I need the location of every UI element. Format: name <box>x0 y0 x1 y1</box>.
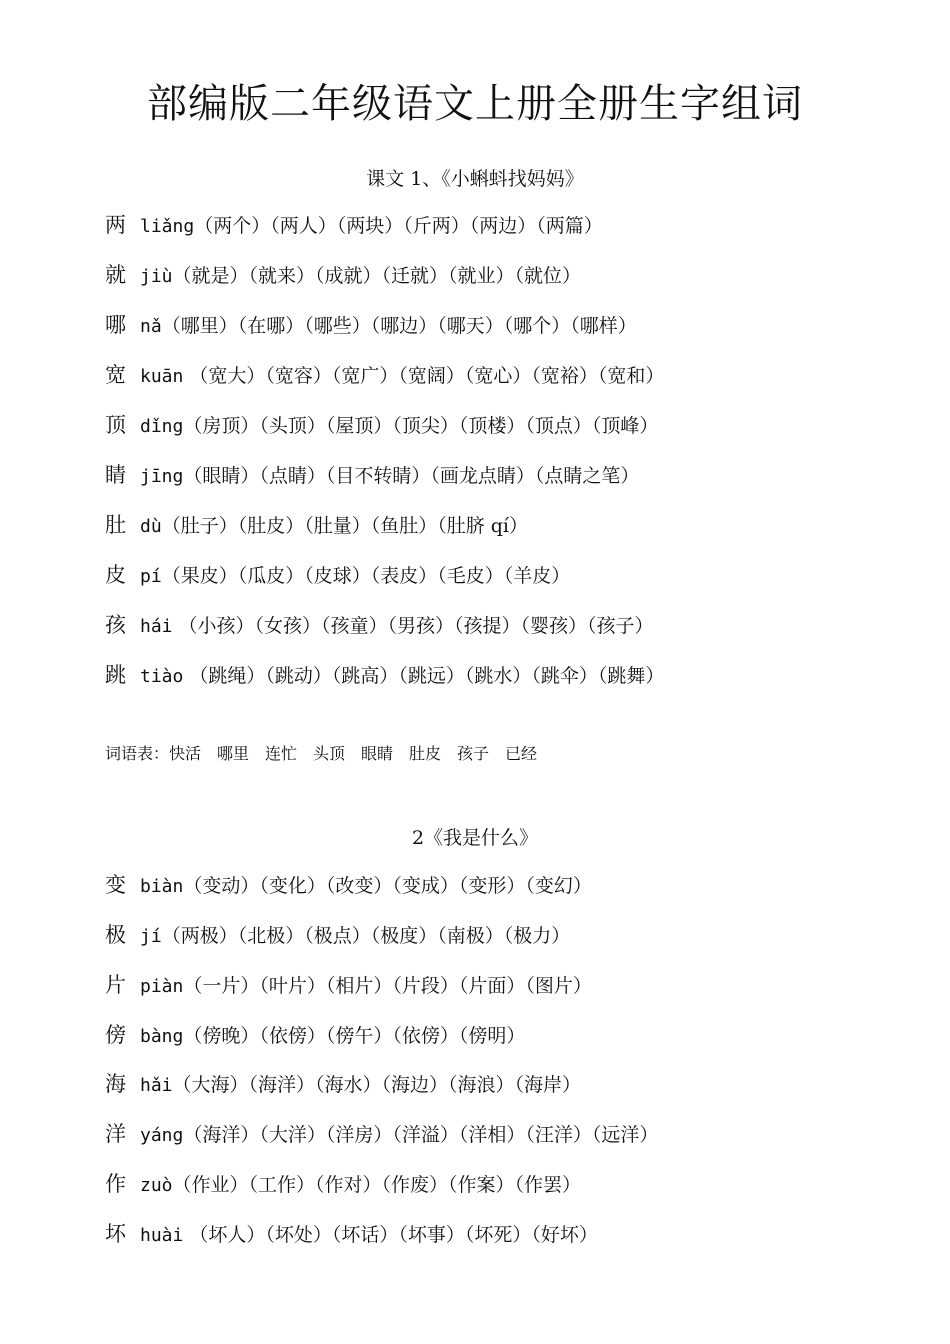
word-list: （房顶）（头顶）（屋顶）（顶尖）（顶楼）（顶点）（顶峰） <box>183 415 659 437</box>
pinyin: bàng <box>140 1026 184 1047</box>
word-list: （两个）（两人）（两块）（斤两）（两边）（两篇） <box>194 215 603 237</box>
character-row <box>105 309 637 341</box>
character-row <box>105 1019 525 1051</box>
character: 顶 <box>105 413 126 437</box>
pinyin: hái <box>140 616 173 637</box>
character: 洋 <box>105 1122 126 1146</box>
character: 跳 <box>105 663 126 687</box>
vocabulary-list: 词语表：快活 哪里 连忙 头顶 眼睛 肚皮 孩子 已经 <box>105 744 538 763</box>
pinyin: dǐng <box>140 416 184 437</box>
character: 皮 <box>105 563 126 587</box>
pinyin: hǎi <box>140 1075 173 1096</box>
pinyin: yáng <box>140 1125 184 1146</box>
pinyin: jí <box>140 926 162 947</box>
word-list: （宽大）（宽容）（宽广）（宽阔）（宽心）（宽裕）（宽和） <box>183 365 665 387</box>
word-list: （坏人）（坏处）（坏话）（坏事）（坏死）（好坏） <box>183 1224 598 1246</box>
character: 极 <box>105 923 126 947</box>
character: 片 <box>105 973 126 997</box>
character: 就 <box>105 263 126 287</box>
word-list: （两极）（北极）（极点）（极度）（南极）（极力） <box>161 925 571 947</box>
character: 睛 <box>105 463 126 487</box>
pinyin: biàn <box>140 876 184 897</box>
lesson-heading: 2《我是什么》 <box>411 827 539 849</box>
word-list: （变动）（变化）（改变）（变成）（变形）（变幻） <box>183 875 592 897</box>
word-list: （小孩）（女孩）（孩童）（男孩）（孩提）（婴孩）（孩子） <box>172 615 654 637</box>
pinyin: tiào <box>140 666 184 687</box>
word-list: （就是）（就来）（成就）（迁就）（就业）（就位） <box>172 265 582 287</box>
character-row <box>105 559 570 591</box>
character-row <box>105 869 592 901</box>
character-row <box>105 969 592 1001</box>
pinyin: dù <box>140 516 162 537</box>
character-row <box>105 259 581 291</box>
character-row <box>105 659 664 691</box>
pinyin: pí <box>140 566 162 587</box>
character: 坏 <box>105 1222 126 1246</box>
character: 哪 <box>105 313 126 337</box>
pinyin: kuān <box>140 366 184 387</box>
character-row <box>105 1118 658 1150</box>
word-list: （海洋）（大洋）（洋房）（洋溢）（洋相）（汪洋）（远洋） <box>183 1124 659 1146</box>
word-list: （傍晚）（依傍）（傍午）（依傍）（傍明） <box>183 1025 526 1047</box>
pinyin: jiù <box>140 266 173 287</box>
character: 孩 <box>105 613 126 637</box>
word-list: （肚子）（肚皮）（肚量）（鱼肚）（肚脐 qí） <box>161 515 528 537</box>
character-row <box>105 409 658 441</box>
pinyin: huài <box>140 1225 184 1246</box>
character: 肚 <box>105 513 126 537</box>
word-list: （哪里）（在哪）（哪些）（哪边）（哪天）（哪个）（哪样） <box>161 315 637 337</box>
document-title: 部编版二年级语文上册全册生字组词 <box>147 81 803 127</box>
character-row <box>105 209 603 241</box>
word-list: （眼睛）（点睛）（目不转睛）（画龙点睛）（点睛之笔） <box>183 465 640 487</box>
word-list: （大海）（海洋）（海水）（海边）（海浪）（海岸） <box>172 1074 582 1096</box>
character: 变 <box>105 873 126 897</box>
pinyin: jīng <box>140 466 184 487</box>
character-row <box>105 1218 598 1250</box>
character-row <box>105 1068 581 1100</box>
character-row <box>105 609 654 641</box>
word-list: （作业）（工作）（作对）（作废）（作案）（作罢） <box>172 1174 582 1196</box>
character: 作 <box>105 1172 126 1196</box>
pinyin: liǎng <box>140 216 195 237</box>
character: 两 <box>105 213 126 237</box>
character-row <box>105 509 528 541</box>
word-list: （跳绳）（跳动）（跳高）（跳远）（跳水）（跳伞）（跳舞） <box>183 665 665 687</box>
pinyin: zuò <box>140 1175 173 1196</box>
character: 傍 <box>105 1023 126 1047</box>
lesson-heading: 课文 1、《小蝌蚪找妈妈》 <box>366 168 584 190</box>
character-row <box>105 459 639 491</box>
character-row <box>105 1168 581 1200</box>
character-row <box>105 359 664 391</box>
word-list: （一片）（叶片）（相片）（片段）（片面）（图片） <box>183 975 592 997</box>
character-row <box>105 919 570 951</box>
character: 海 <box>105 1072 126 1096</box>
word-list: （果皮）（瓜皮）（皮球）（表皮）（毛皮）（羊皮） <box>161 565 571 587</box>
pinyin: nǎ <box>140 316 162 337</box>
character: 宽 <box>105 363 126 387</box>
pinyin: piàn <box>140 976 184 997</box>
